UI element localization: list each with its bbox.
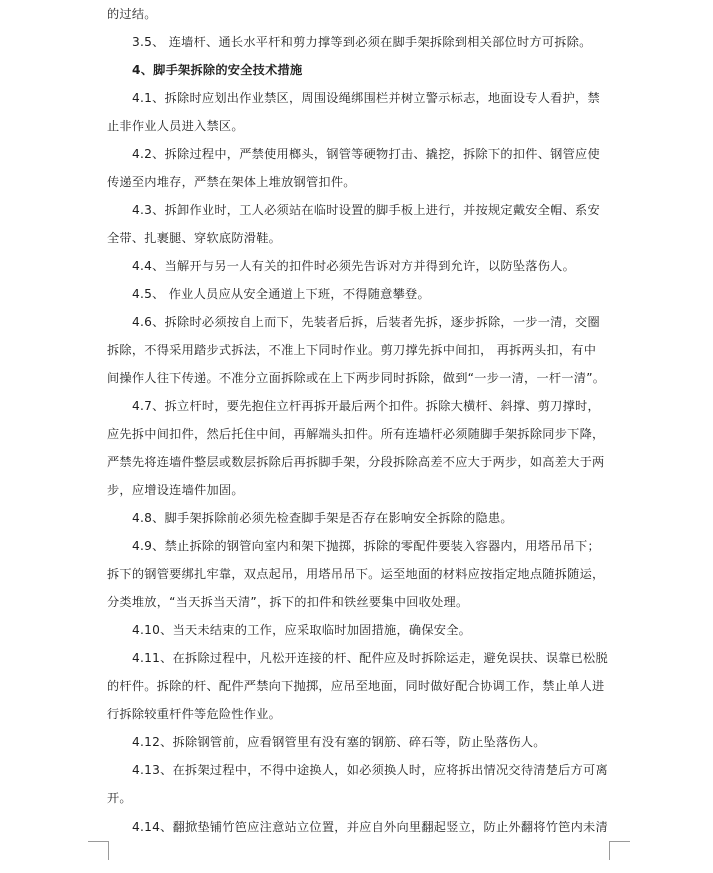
text-line: 的过结。 bbox=[107, 7, 157, 21]
text-line: 4.5、 作业人员应从安全通道上下班，不得随意攀登。 bbox=[132, 287, 430, 301]
text-line: 4.13、在拆架过程中，不得中途换人，如必须换人时，应将拆出情况交待清楚后方可离 bbox=[132, 763, 608, 777]
text-line: 3.5、 连墙杆、通长水平杆和剪力撑等到必须在脚手架拆除到相关部位时方可拆除。 bbox=[132, 35, 592, 49]
text-line: 的杆件。拆除的杆、配件严禁向下抛掷，应吊至地面，同时做好配合协调工作，禁止单人进 bbox=[107, 679, 605, 693]
text-line: 严禁先将连墙件整层或数层拆除后再拆脚手架，分段拆除高差不应大于两步，如高差大于两 bbox=[107, 455, 605, 469]
text-line: 4.14、翻掀垫铺竹笆应注意站立位置，并应自外向里翻起竖立，防止外翻将竹笆内未清 bbox=[132, 820, 608, 834]
text-line: 4.10、当天未结束的工作，应采取临时加固措施，确保安全。 bbox=[132, 623, 472, 637]
text-line: 步，应增设连墙件加固。 bbox=[107, 483, 244, 497]
text-line: 4.9、禁止拆除的钢管向室内和架下抛掷，拆除的零配件要装入容器内，用塔吊吊下； bbox=[132, 539, 600, 553]
text-line: 行拆除较重杆件等危险性作业。 bbox=[107, 707, 282, 721]
crop-mark-bottom-right-vertical bbox=[609, 841, 610, 860]
text-line: 全带、扎裹腿、穿软底防滑鞋。 bbox=[107, 231, 282, 245]
text-line: 分类堆放，“当天拆当天清”，拆下的扣件和铁丝要集中回收处理。 bbox=[107, 595, 469, 609]
crop-mark-bottom-left-horizontal bbox=[88, 841, 109, 842]
text-line: 4.12、拆除钢管前，应看钢管里有没有塞的钢筋、碎石等，防止坠落伤人。 bbox=[132, 735, 546, 749]
text-line: 4.1、拆除时应划出作业禁区，周围设绳绑围栏并树立警示标志，地面设专人看护，禁 bbox=[132, 91, 600, 105]
text-line: 开。 bbox=[107, 791, 132, 805]
text-line: 应先拆中间扣件，然后托住中间，再解端头扣件。所有连墙杆必须随脚手架拆除同步下降， bbox=[107, 427, 605, 441]
text-line: 4.11、在拆除过程中，凡松开连接的杆、配件应及时拆除运走，避免误扶、误靠已松脱 bbox=[132, 651, 608, 665]
text-line: 传递至内堆存，严禁在架体上堆放钢管扣件。 bbox=[107, 175, 356, 189]
text-line: 4.7、拆立杆时，要先抱住立杆再拆开最后两个扣件。拆除大横杆、斜撑、剪刀撑时， bbox=[132, 399, 600, 413]
text-line: 4.8、脚手架拆除前必须先检查脚手架是否存在影响安全拆除的隐患。 bbox=[132, 511, 513, 525]
crop-mark-bottom-right-horizontal bbox=[609, 841, 630, 842]
text-line: 间操作人往下传递。不准分立面拆除或在上下两步同时拆除，做到“一步一清，一杆一清”。 bbox=[107, 371, 606, 385]
text-line: 4.6、拆除时必须按自上而下，先装者后拆，后装者先拆，逐步拆除，一步一清，交圈 bbox=[132, 315, 600, 329]
text-line: 4.3、拆卸作业时，工人必须站在临时设置的脚手板上进行，并按规定戴安全帽、系安 bbox=[132, 203, 600, 217]
text-line: 拆下的钢管要绑扎牢靠，双点起吊，用塔吊吊下。运至地面的材料应按指定地点随拆随运， bbox=[107, 567, 605, 581]
text-line: 拆除，不得采用踏步式拆法，不准上下同时作业。剪刀撑先拆中间扣， 再拆两头扣，有中 bbox=[107, 343, 597, 357]
crop-mark-bottom-left-vertical bbox=[108, 841, 109, 860]
text-line: 止非作业人员进入禁区。 bbox=[107, 119, 244, 133]
text-line: 4.2、拆除过程中，严禁使用榔头，钢管等硬物打击、撬挖，拆除下的扣件、钢管应使 bbox=[132, 147, 600, 161]
text-line: 4.4、当解开与另一人有关的扣件时必须先告诉对方并得到允许，以防坠落伤人。 bbox=[132, 259, 576, 273]
section-heading: 4、脚手架拆除的安全技术措施 bbox=[132, 63, 303, 77]
